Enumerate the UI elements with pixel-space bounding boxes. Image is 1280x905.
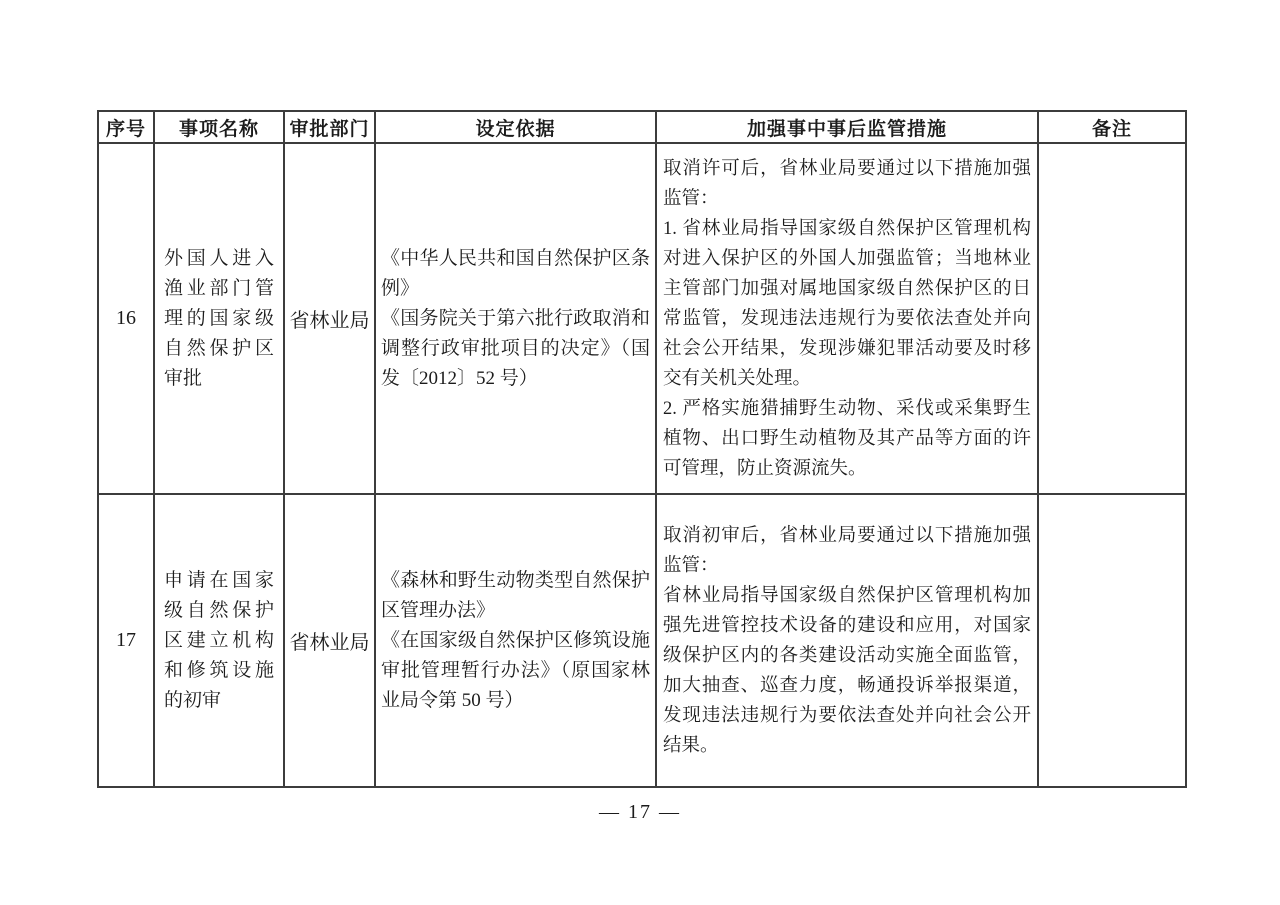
header-remarks: 备注 bbox=[1038, 111, 1186, 143]
basis-paragraph: 《中华人民共和国自然保护区条例》 bbox=[381, 247, 650, 299]
cell-remarks bbox=[1038, 143, 1186, 494]
header-seq: 序号 bbox=[98, 111, 154, 143]
header-item-name: 事项名称 bbox=[154, 111, 284, 143]
table-row bbox=[98, 494, 1186, 787]
cell-item-name: 外国人进入渔业部门管理的国家级自然保护区审批 bbox=[154, 143, 284, 494]
cell-legal-basis bbox=[375, 143, 656, 494]
cell-legal-basis bbox=[375, 494, 656, 787]
cell-supervision-measures bbox=[656, 143, 1038, 494]
measures-paragraph: 取消初审后，省林业局要通过以下措施加强监管： bbox=[663, 525, 1031, 576]
cell-seq: 16 bbox=[98, 143, 154, 494]
basis-paragraph: 《国务院关于第六批行政取消和调整行政审批项目的决定》（国发〔2012〕52 号） bbox=[381, 307, 650, 389]
header-legal-basis: 设定依据 bbox=[375, 111, 656, 143]
header-approval-dept: 审批部门 bbox=[284, 111, 375, 143]
table-header-row bbox=[98, 111, 1186, 143]
cell-supervision-measures bbox=[656, 494, 1038, 787]
measures-paragraph: 2. 严格实施猎捕野生动物、采伐或采集野生植物、出口野生动植物及其产品等方面的许可管理，防止资源流失。 bbox=[663, 398, 1031, 479]
basis-paragraph: 《森林和野生动物类型自然保护区管理办法》 bbox=[381, 569, 650, 621]
approval-items-table bbox=[97, 110, 1187, 788]
cell-seq: 17 bbox=[98, 494, 154, 787]
cell-remarks bbox=[1038, 494, 1186, 787]
cell-item-name: 申请在国家级自然保护区建立机构和修筑设施的初审 bbox=[154, 494, 284, 787]
header-supervision-measures: 加强事中事后监管措施 bbox=[656, 111, 1038, 143]
basis-paragraph: 《在国家级自然保护区修筑设施审批管理暂行办法》（原国家林业局令第 50 号） bbox=[381, 629, 650, 711]
table-row bbox=[98, 143, 1186, 494]
measures-paragraph: 1. 省林业局指导国家级自然保护区管理机构对进入保护区的外国人加强监管；当地林业主管部门加强对属地国家级自然保护区的日常监管，发现违法违规行为要依法查处并向社会公开结果，发现涉嫌犯罪活动要及时移交有关机关处理。 bbox=[663, 218, 1031, 389]
measures-paragraph: 取消许可后，省林业局要通过以下措施加强监管： bbox=[663, 158, 1031, 209]
cell-approval-dept: 省林业局 bbox=[284, 494, 375, 787]
measures-paragraph: 省林业局指导国家级自然保护区管理机构加强先进管控技术设备的建设和应用，对国家级保护区内的各类建设活动实施全面监管，加大抽查、巡查力度，畅通投诉举报渠道，发现违法违规行为要依法查处并向社会公开结果。 bbox=[663, 585, 1031, 756]
cell-approval-dept: 省林业局 bbox=[284, 143, 375, 494]
page-number: — 17 — bbox=[599, 801, 681, 823]
